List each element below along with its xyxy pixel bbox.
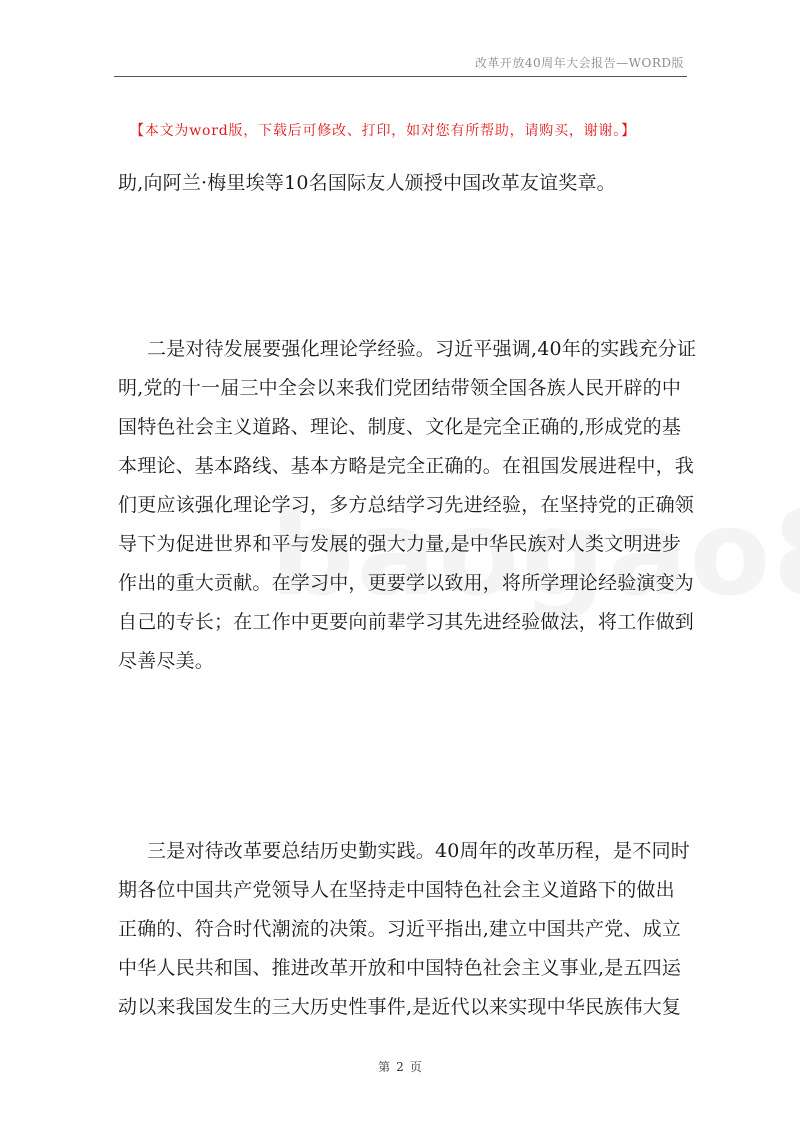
paragraph-line: 三是对待改革要总结历史勤实践。40周年的改革历程，是不同时 — [147, 840, 690, 862]
paragraph-line: 正确的、符合时代潮流的决策。习近平指出,建立中国共产党、成立 — [118, 918, 682, 940]
paragraph-line: 本理论、基本路线、基本方略是完全正确的。在祖国发展进程中，我 — [118, 455, 695, 477]
paragraph-intro — [118, 164, 693, 203]
paragraph-line: 助,向阿兰·梅里埃等10名国际友人颁授中国改革友谊奖章。 — [118, 172, 616, 194]
page-number: 2 — [396, 1060, 404, 1074]
paragraph-development — [118, 330, 697, 681]
paragraph-line: 动以来我国发生的三大历史性事件,是近代以来实现中华民族伟大复 — [118, 996, 682, 1018]
paragraph-line: 尽善尽美。 — [118, 650, 215, 672]
paragraph-line: 们更应该强化理论学习，多方总结学习先进经验，在坚持党的正确领 — [118, 494, 695, 516]
footer-prefix: 第 — [378, 1060, 391, 1074]
paragraph-line: 中华人民共和国、推进改革开放和中国特色社会主义事业,是五四运 — [118, 957, 682, 979]
paragraph-line: 导下为促进世界和平与发展的强大力量,是中华民族对人类文明进步 — [118, 533, 682, 555]
paragraph-reform — [118, 832, 693, 1027]
paragraph-line: 作出的重大贡献。在学习中，更要学以致用，将所学理论经验演变为 — [118, 572, 695, 594]
paragraph-line: 明,党的十一届三中全会以来我们党团结带领全国各族人民开辟的中 — [118, 377, 682, 399]
running-header: 改革开放40周年大会报告—WORD版 — [474, 56, 684, 70]
footer-suffix: 页 — [409, 1060, 422, 1074]
page-footer — [0, 1058, 800, 1075]
download-notice: 【本文为word版，下载后可修改、打印，如对您有所帮助，请购买，谢谢。】 — [130, 123, 636, 139]
paragraph-line: 自己的专长；在工作中更要向前辈学习其先进经验做法，将工作做到 — [118, 611, 695, 633]
header-divider — [114, 76, 687, 77]
paragraph-line: 国特色社会主义道路、理论、制度、文化是完全正确的,形成党的基 — [118, 416, 682, 438]
paragraph-line: 二是对待发展要强化理论学经验。习近平强调,40年的实践充分证 — [147, 338, 697, 360]
paragraph-line: 期各位中国共产党领导人在坚持走中国特色社会主义道路下的做出 — [118, 879, 675, 901]
